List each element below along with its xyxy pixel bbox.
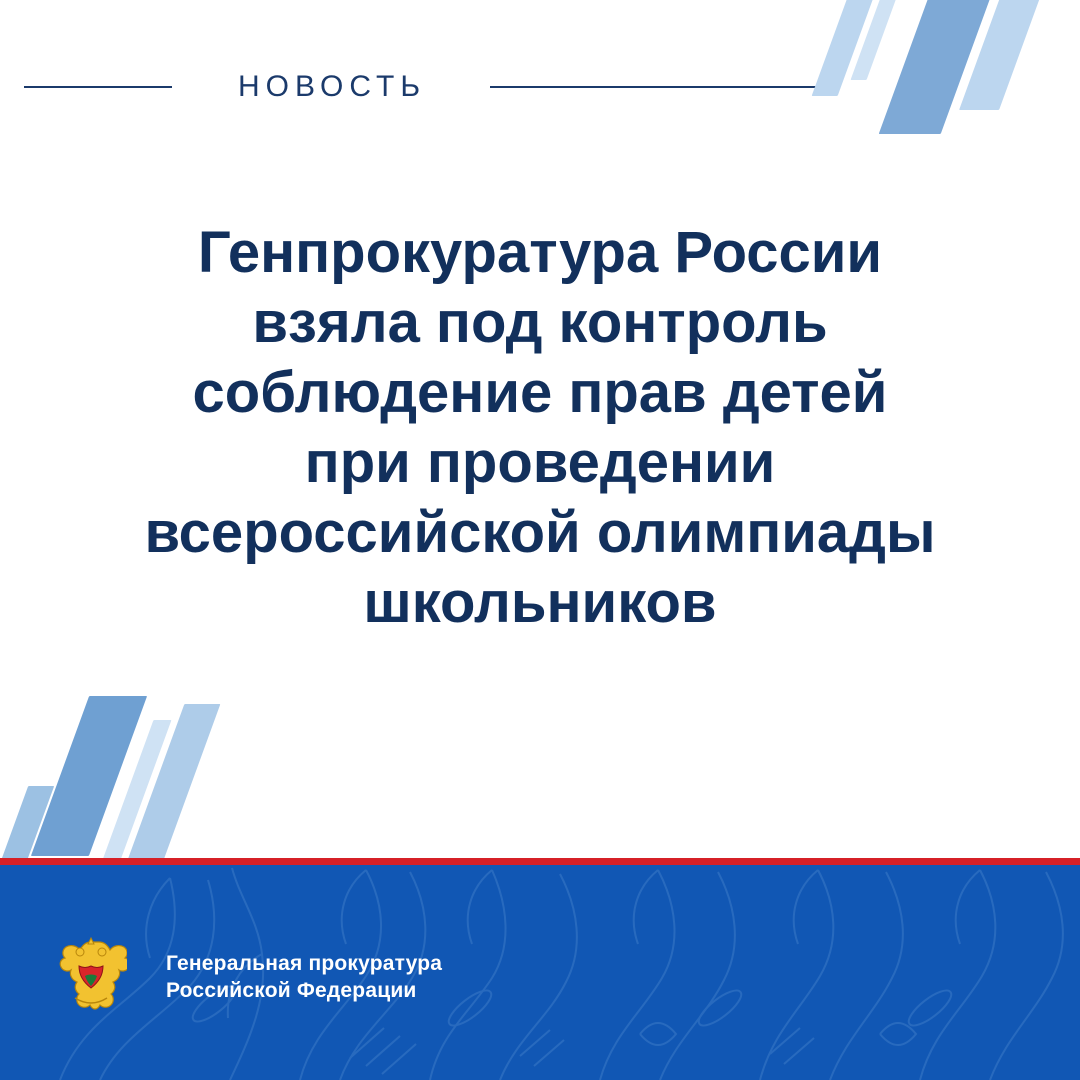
headline-line: взяла под контроль	[252, 290, 828, 355]
russian-double-headed-eagle-emblem	[55, 936, 127, 1014]
header-rule-right	[490, 86, 820, 88]
headline-line: всероссийской олимпиады	[144, 500, 936, 565]
headline-line: при проведении	[304, 430, 776, 495]
decorative-slashes-top-right	[820, 0, 1080, 144]
header-label: НОВОСТЬ	[237, 70, 427, 103]
organization-name-line: Генеральная прокуратура	[166, 952, 443, 975]
organization-name	[166, 950, 442, 1004]
headline-line: соблюдение прав детей	[192, 360, 888, 425]
headline-line: школьников	[363, 570, 717, 635]
header-rule-left	[24, 86, 172, 88]
decorative-slashes-bottom-left	[0, 690, 300, 880]
headline	[60, 218, 1020, 638]
footer-ornament-pattern	[0, 858, 1080, 1080]
organization-name-line: Российской Федерации	[166, 979, 417, 1002]
headline-line: Генпрокуратура России	[197, 220, 883, 285]
poster-footer	[0, 858, 1080, 1080]
